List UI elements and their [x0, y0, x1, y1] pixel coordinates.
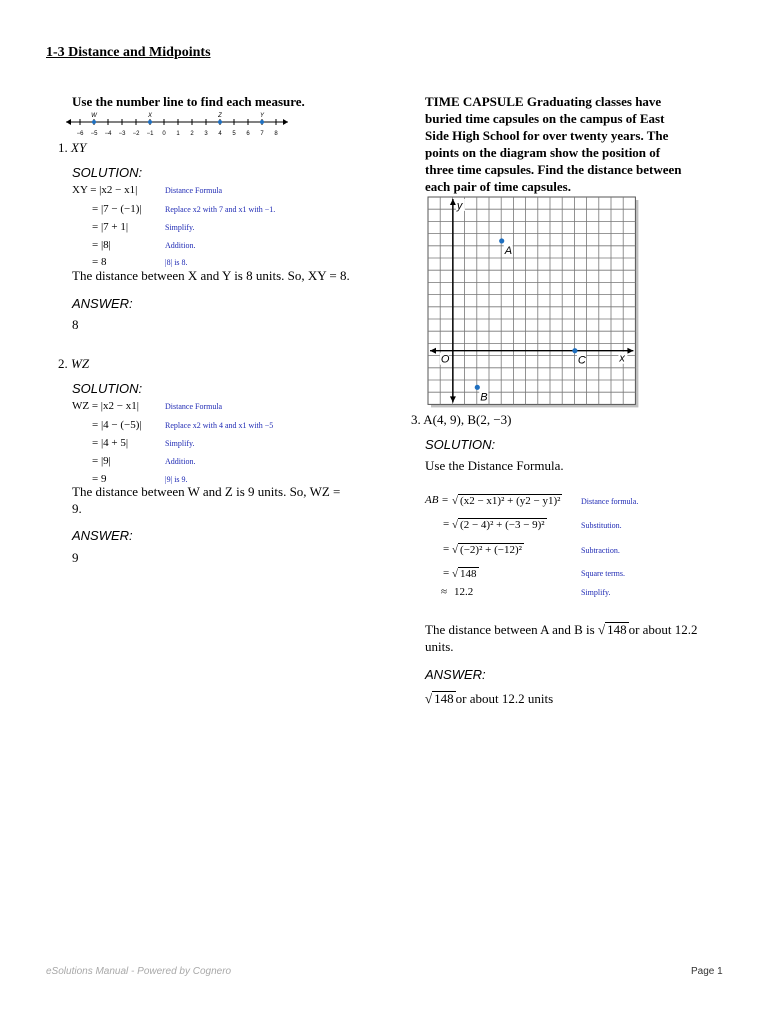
number-line-point-label: W [91, 113, 97, 119]
p3-reason-4: Square terms. [581, 569, 625, 578]
number-line-tick-label: 2 [190, 131, 194, 137]
p3-lhs-3: = [443, 543, 450, 555]
problem-2-heading [58, 355, 89, 372]
time-capsule-intro [425, 93, 745, 195]
problem-3-method: Use the Distance Formula. [425, 458, 564, 473]
sqrt-icon: √ [597, 622, 606, 637]
problem-3-answer [425, 690, 553, 707]
intro-line-2: buried time capsules on the campus of East [425, 111, 665, 126]
problem-1-solution-label: SOLUTION: [72, 165, 143, 180]
p2-reason-4: Addition. [165, 457, 196, 466]
p3-answer-post: or about 12.2 units [455, 691, 554, 706]
p3-conclusion-radicand: 148 [607, 622, 627, 637]
number-line-tick-label: −4 [104, 131, 112, 137]
p3-expr-4 [452, 567, 479, 581]
number-line-tick-label: 3 [204, 131, 208, 137]
problem-3-solution-label: SOLUTION: [425, 437, 496, 452]
p1-reason-1: Distance Formula [165, 186, 223, 195]
grid-background [428, 197, 635, 404]
number-line-tick-label: −3 [118, 131, 126, 137]
grid-point [475, 385, 480, 390]
p2-step-5: = 9 [92, 473, 107, 485]
number-line-tick-label: 0 [162, 131, 166, 137]
p2-step-2: = |4 − (−5)| [92, 419, 142, 431]
number-line-point [218, 120, 222, 124]
problem-3-conclusion [425, 621, 698, 638]
number-line [62, 110, 292, 140]
number-line-tick-label: −6 [76, 131, 84, 137]
problem-2-var: WZ [71, 356, 90, 371]
number-line-tick-label: 1 [176, 131, 180, 137]
number-line-tick-label: −1 [146, 131, 154, 137]
sqrt-icon: √ [452, 544, 459, 556]
page-title: 1-3 Distance and Midpoints [46, 45, 211, 60]
grid-point [572, 348, 577, 353]
intro-line-3: Side High School for over twenty years. The [425, 128, 669, 143]
p3-expr-1-radicand: (x2 − x1)² + (y2 − y1)² [460, 495, 561, 507]
arrow-left-icon [66, 119, 71, 125]
p2-reason-5: |9| is 9. [165, 475, 188, 484]
problem-3-answer-label: ANSWER: [425, 667, 486, 682]
p3-lhs-4: = [443, 567, 450, 579]
p3-expr-2 [452, 518, 547, 532]
problem-3-number: 3. [411, 412, 421, 427]
p1-reason-5: |8| is 8. [165, 258, 188, 267]
number-line-point-label: Z [218, 113, 222, 119]
footer-credit: eSolutions Manual - Powered by Cognero [46, 966, 232, 977]
sqrt-icon: √ [452, 519, 459, 531]
problem-1-answer-label: ANSWER: [72, 296, 133, 311]
p2-step-4: = |9| [92, 455, 111, 467]
number-line-tick-label: 4 [218, 131, 222, 137]
p2-reason-1: Distance Formula [165, 402, 223, 411]
p3-expr-4-radicand: 148 [460, 568, 477, 580]
p3-conclusion-pre: The distance between A and B is [425, 622, 595, 637]
problem-2-conclusion-line-1: The distance between W and Z is 9 units. So, WZ = [72, 484, 341, 499]
problem-2-conclusion-line-2: 9. [72, 501, 82, 516]
intro-line-1: TIME CAPSULE Graduating classes have [425, 94, 662, 109]
number-line-point [148, 120, 152, 124]
p1-reason-4: Addition. [165, 241, 196, 250]
p3-expr-5: 12.2 [454, 586, 474, 598]
sqrt-icon: √ [425, 691, 433, 706]
p2-step-3: = |4 + 5| [92, 437, 129, 449]
p3-conclusion-post: or about 12.2 [628, 622, 698, 637]
grid-point [499, 238, 504, 243]
number-line-tick-label: 8 [274, 131, 278, 137]
number-line-tick-label: −2 [132, 131, 140, 137]
problem-1-heading [58, 139, 86, 156]
page-number: Page 1 [691, 966, 723, 977]
p3-expr-3-radicand: (−2)² + (−12)² [460, 544, 522, 556]
p3-reason-1: Distance formula. [581, 497, 639, 506]
arrow-right-icon [283, 119, 288, 125]
p1-step-2: = |7 − (−1)| [92, 203, 142, 215]
p2-step-1: WZ = |x2 − x1| [72, 400, 139, 412]
p1-reason-2: Replace x2 with 7 and x1 with −1. [165, 205, 276, 214]
problem-2-answer-label: ANSWER: [72, 528, 133, 543]
y-axis-label: y [456, 200, 463, 212]
number-line-tick-label: −5 [90, 131, 98, 137]
number-line-tick-label: 5 [232, 131, 236, 137]
number-line-point [92, 120, 96, 124]
intro-line-5: three time capsules. Find the distance between [425, 162, 682, 177]
number-line-point-label: X [147, 113, 153, 119]
problem-2-number: 2. [58, 356, 68, 371]
coordinate-grid [424, 195, 640, 411]
intro-line-4: points on the diagram show the position of [425, 145, 661, 160]
sqrt-icon: √ [452, 495, 459, 507]
p1-step-4: = |8| [92, 239, 111, 251]
number-line-tick-label: 7 [260, 131, 264, 137]
p2-reason-3: Simplify. [165, 439, 195, 448]
sqrt-icon: √ [452, 568, 459, 580]
number-line-point [260, 120, 264, 124]
grid-point-label: A [504, 244, 513, 257]
p1-step-3: = |7 + 1| [92, 221, 129, 233]
problem-2-solution-label: SOLUTION: [72, 381, 143, 396]
instructions: Use the number line to find each measure. [72, 94, 305, 109]
grid-point-label: B [480, 391, 488, 404]
p3-answer-radicand: 148 [434, 691, 454, 706]
number-line-point-label: Y [259, 113, 265, 119]
problem-3-heading [411, 411, 512, 428]
problem-3-points: A(4, 9), B(2, −3) [423, 412, 512, 427]
origin-label: O [440, 353, 450, 366]
p1-reason-3: Simplify. [165, 223, 195, 232]
problem-1-number: 1. [58, 140, 68, 155]
p3-expr-2-radicand: (2 − 4)² + (−3 − 9)² [460, 519, 545, 531]
p3-lhs-5: ≈ [441, 586, 448, 598]
problem-2-answer: 9 [72, 550, 79, 565]
p3-lhs-1: AB = [425, 494, 449, 506]
p3-lhs-2: = [443, 518, 450, 530]
p3-reason-2: Substitution. [581, 521, 622, 530]
p2-reason-2: Replace x2 with 4 and x1 with −5 [165, 421, 274, 430]
p3-reason-5: Simplify. [581, 588, 611, 597]
p3-reason-3: Subtraction. [581, 546, 620, 555]
problem-1-answer: 8 [72, 317, 79, 332]
intro-line-6: each pair of time capsules. [425, 179, 571, 194]
p1-step-5: = 8 [92, 256, 107, 268]
number-line-tick-label: 6 [246, 131, 250, 137]
grid-point-label: C [577, 354, 586, 367]
problem-3-conclusion-line-2: units. [425, 639, 454, 654]
p1-step-1: XY = |x2 − x1| [72, 184, 138, 196]
p3-expr-1 [452, 494, 562, 508]
problem-1-var: XY [71, 140, 87, 155]
problem-1-conclusion: The distance between X and Y is 8 units. So, XY = 8. [72, 268, 350, 283]
p3-expr-3 [452, 543, 524, 557]
x-axis-label: x [619, 352, 625, 365]
